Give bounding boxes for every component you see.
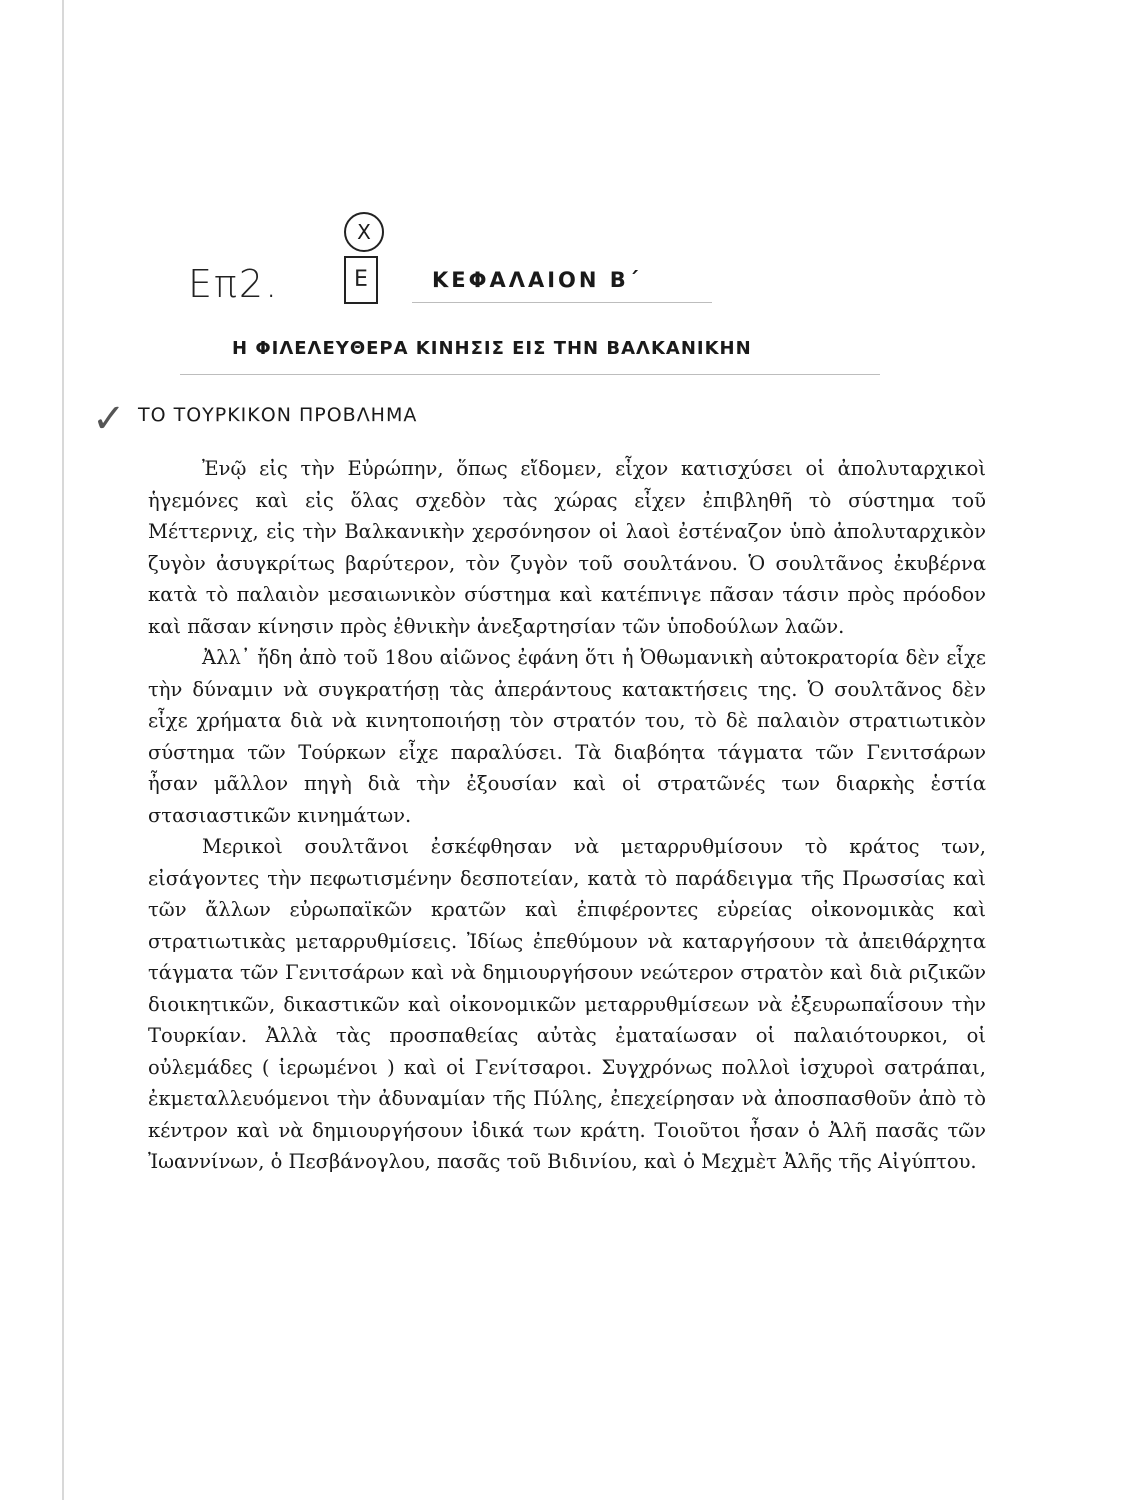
chapter-title: ΚΕΦΑΛΑΙΟΝ Β΄ bbox=[432, 268, 642, 292]
chapter-subtitle: Η ΦΙΛΕΛΕΥΘΕΡΑ ΚΙΝΗΣΙΣ ΕΙΣ ΤΗΝ ΒΑΛΚΑΝΙΚΗΝ bbox=[232, 338, 752, 359]
paragraph: Ἀλλ᾽ ἤδη ἀπὸ τοῦ 18ου αἰῶνος ἐφάνη ὅτι ἡ Ὀθωμανικὴ αὐτοκρατορία δὲν εἶχε τὴν δύναμιν νὰ συγκρατήσῃ τὰς ἀπεράντους κατακτήσεις της. Ὁ σουλτᾶνος δὲν εἶχε χρήματα διὰ νὰ κινητοποιήσῃ τὸν στρατόν του, τὸ δὲ παλαιὸν στρατιωτικὸν σύστημα τῶν Τούρκων εἶχε παραλύσει. Τὰ διαβόητα τάγματα τῶν Γενιτσάρων ἦσαν μᾶλλον πηγὴ διὰ τὴν ἐξουσίαν καὶ οἱ στρατῶνές των διαρκὴς ἑστία στασιαστικῶν κινημάτων. bbox=[148, 646, 986, 827]
paragraph: Μερικοὶ σουλτᾶνοι ἐσκέφθησαν νὰ μεταρρυθμίσουν τὸ κράτος των, εἰσάγοντες τὴν πεφωτισμένην δεσποτείαν, κατὰ τὸ παράδειγμα τῆς Πρωσσίας καὶ τῶν ἄλλων εὐρωπαϊκῶν κρατῶν καὶ ἐπιφέροντες εὐρείας οἰκονομικὰς καὶ στρατιωτικὰς μεταρρυθμίσεις. Ἰδίως ἐπεθύμουν νὰ καταργήσουν τὰ ἀπειθάρχητα τάγματα τῶν Γενιτσάρων καὶ νὰ δημιουργήσουν νεώτερον στρατὸν καὶ διὰ ριζικῶν διοικητικῶν, δικαστικῶν καὶ οἰκονομικῶν μεταρρυθμίσεων νὰ ἐξευρωπαΐσουν τὴν Τουρκίαν. Ἀλλὰ τὰς προσπαθείας αὐτὰς ἐματαίωσαν οἱ παλαιότουρκοι, οἱ οὐλεμάδες ( ἱερωμένοι ) καὶ οἱ Γενίτσαροι. Συγχρόνως πολλοὶ ἰσχυροὶ σατράπαι, ἐκμεταλλευόμενοι τὴν ἀδυναμίαν τῆς Πύλης, ἐπεχείρησαν νὰ ἀποσπασθοῦν ἀπὸ τὸ κέντρον καὶ νὰ δημιουργήσουν ἰδικά των κράτη. Τοιοῦτοι ἦσαν ὁ Ἀλῆ πασᾶς τῶν Ἰωαννίνων, ὁ Πεσβάνογλου, πασᾶς τοῦ Βιδινίου, καὶ ὁ Μεχμὲτ Ἀλῆς τῆς Αἰγύπτου. bbox=[148, 835, 986, 1173]
section-heading: ΤΟ ΤΟΥΡΚΙΚΟΝ ΠΡΟΒΛΗΜΑ bbox=[138, 404, 418, 426]
title-rule bbox=[412, 302, 712, 303]
paragraph: Ἐνῷ εἰς τὴν Εὐρώπην, ὅπως εἴδομεν, εἶχον κατισχύσει οἱ ἀπολυταρχικοὶ ἡγεμόνες καὶ εἰς ὅλας σχεδὸν τὰς χώρας εἶχεν ἐπιβληθῆ τὸ σύστημα τοῦ Μέττερνιχ, εἰς τὴν Βαλκανικὴν χερσόνησον οἱ λαοὶ ἐστέναζον ὑπὸ ἀπολυταρχικὸν ζυγὸν ἀσυγκρίτως βαρύτερον, τὸν ζυγὸν τοῦ σουλτάνου. Ὁ σουλτᾶνος ἐκυβέρνα κατὰ τὸ παλαιὸν μεσαιωνικὸν σύστημα καὶ κατέπνιγε πᾶσαν τάσιν πρὸς πρόοδον καὶ πᾶσαν κίνησιν πρὸς ἐθνικὴν ἀνεξαρτησίαν τῶν ὑποδούλων λαῶν. bbox=[148, 457, 986, 638]
subtitle-rule bbox=[180, 374, 880, 375]
circled-mark-annotation: X bbox=[344, 212, 384, 252]
boxed-letter-annotation: Ε bbox=[344, 256, 378, 304]
handwritten-annotation: Επ2. bbox=[188, 262, 280, 306]
body-text bbox=[148, 453, 986, 1178]
page-edge bbox=[62, 0, 64, 1500]
check-mark-icon: ✓ bbox=[92, 396, 126, 442]
